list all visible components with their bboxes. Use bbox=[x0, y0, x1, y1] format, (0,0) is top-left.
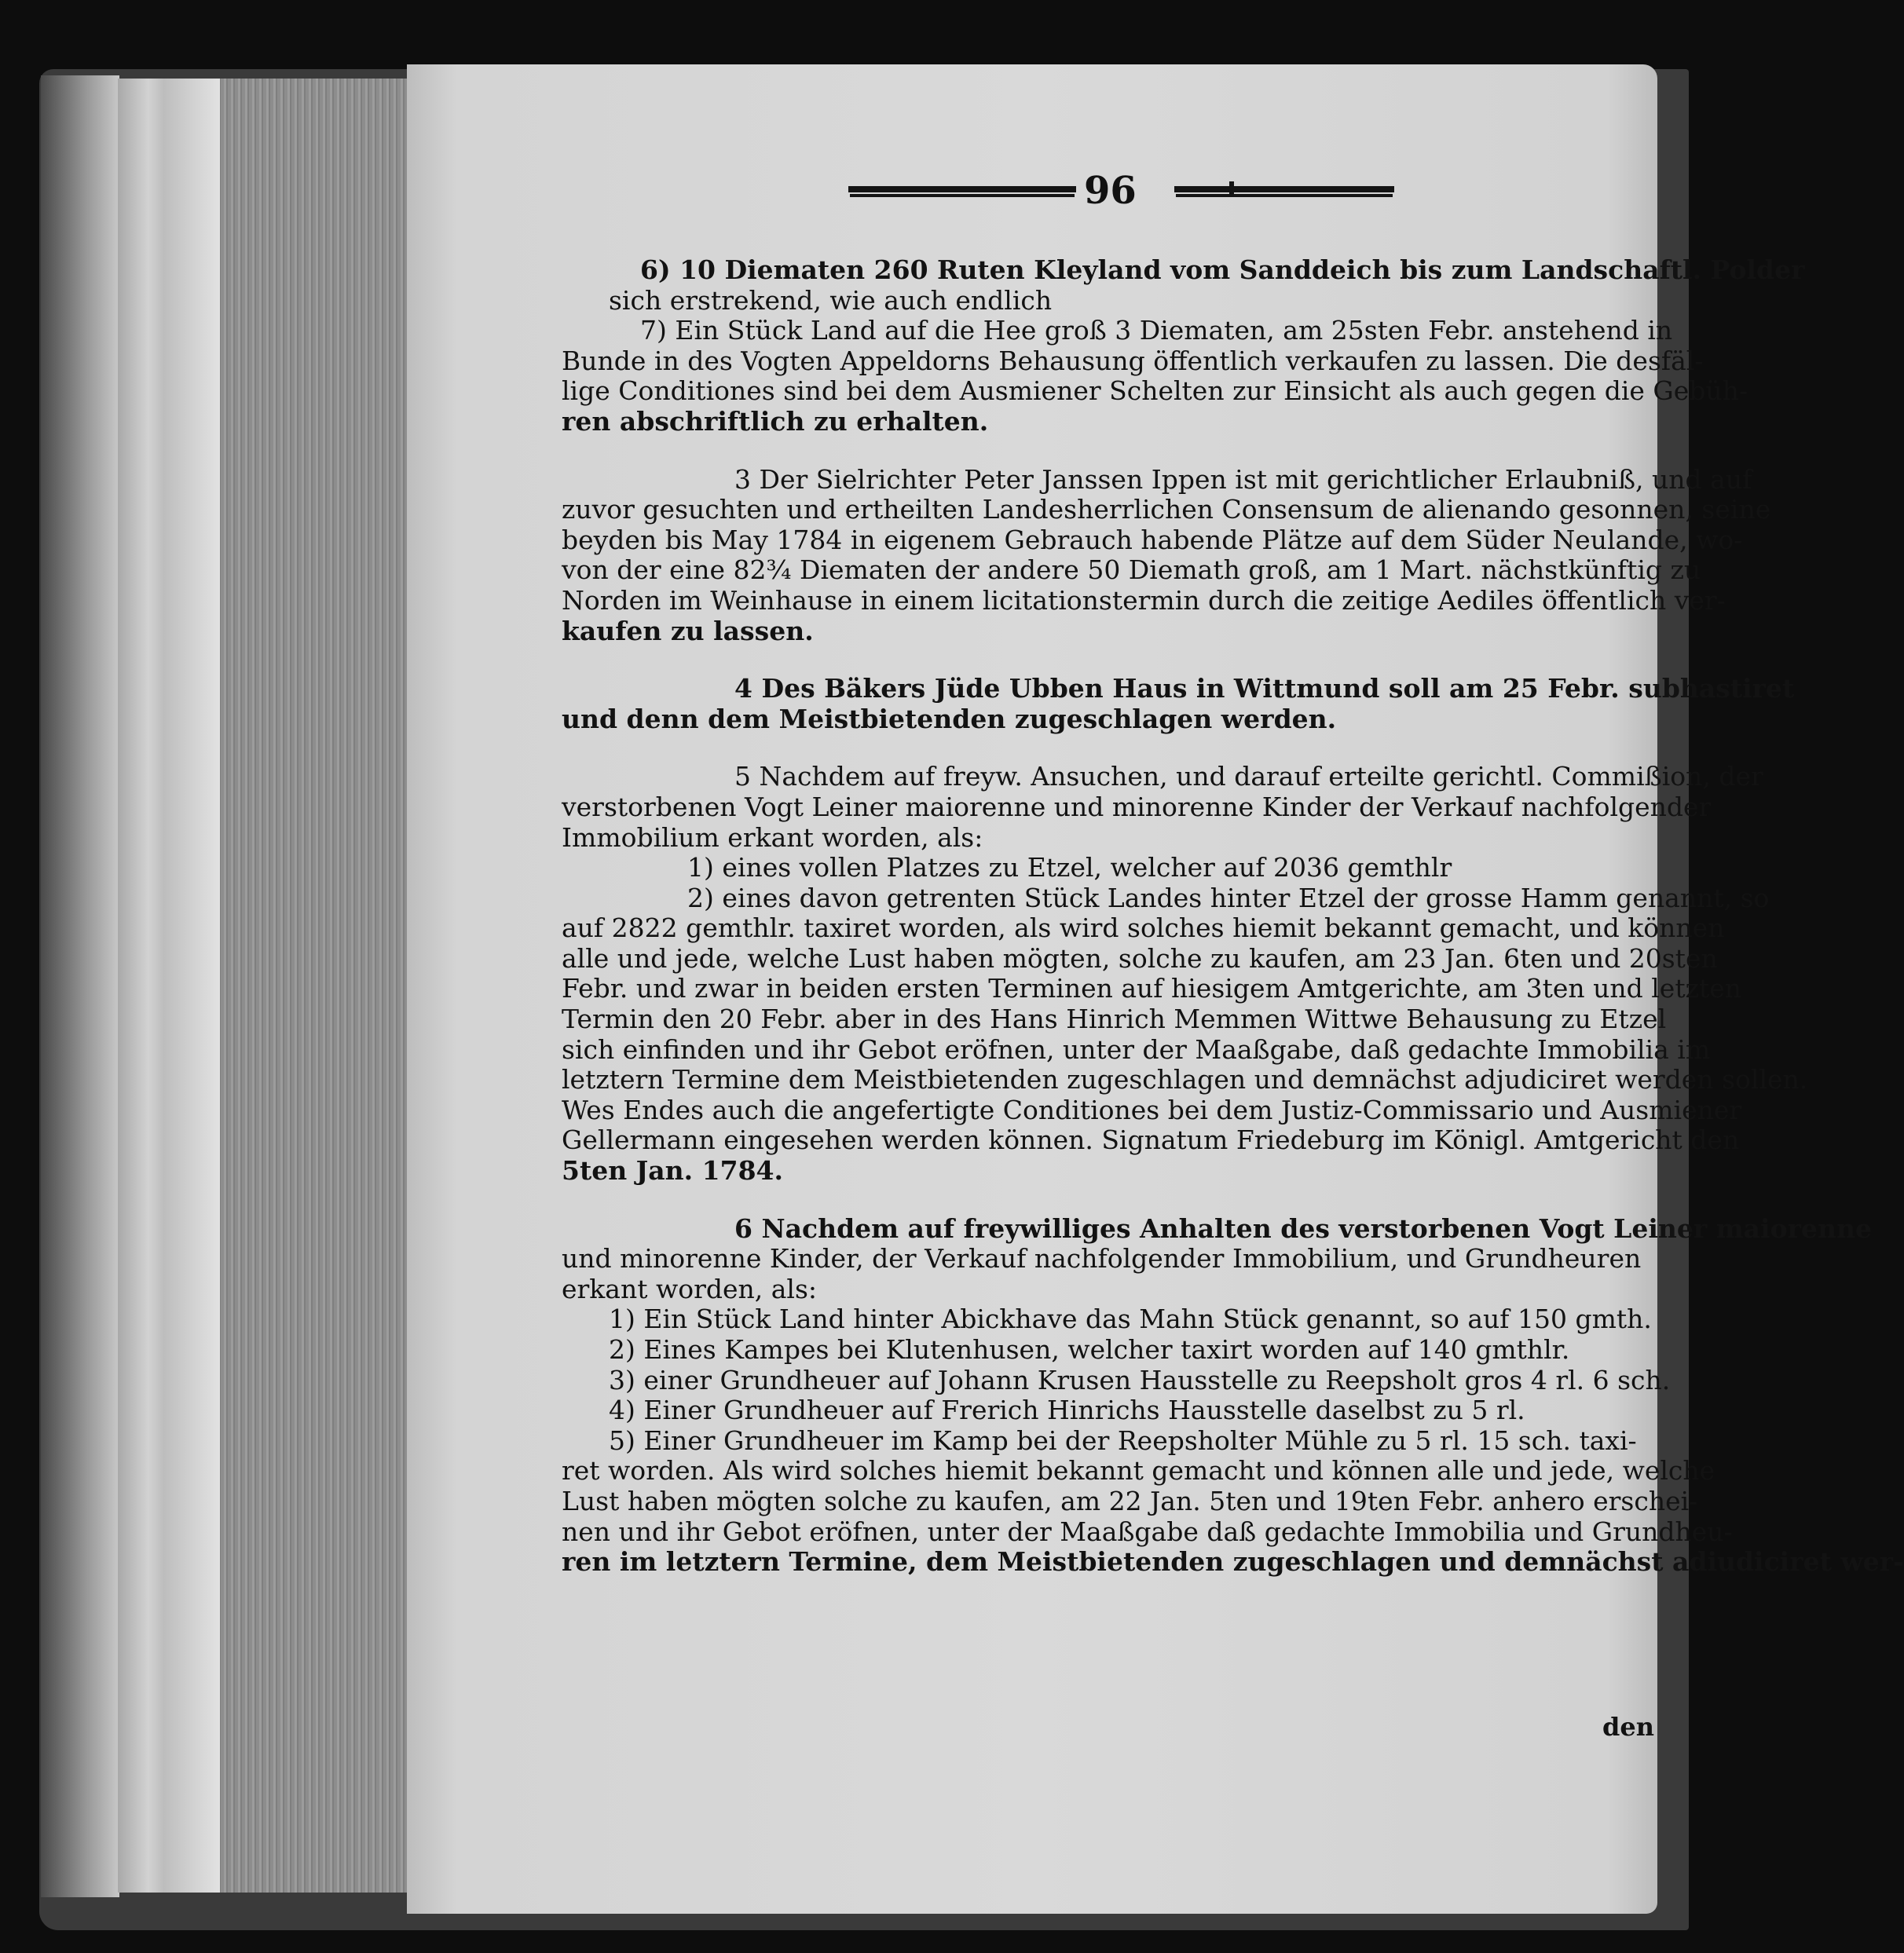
text-line: 6) 10 Diematen 260 Ruten Kleyland vom Sanddeich bis zum Landschaftl. Polder bbox=[640, 254, 1805, 285]
text-line: alle und jede, welche Lust haben mögten, solche zu kaufen, am 23 Jan. 6ten und 20sten bbox=[562, 942, 1718, 974]
text-line: Immobilium erkant worden, als: bbox=[562, 821, 983, 853]
text-line: 3 Der Sielrichter Peter Janssen Ippen ist mit gerichtlicher Erlaubniß, und auf bbox=[734, 463, 1752, 495]
text-line: 2) eines davon getrenten Stück Landes hinter Etzel der grosse Hamm genannt, so bbox=[687, 882, 1770, 913]
text-line: kaufen zu lassen. bbox=[562, 615, 814, 646]
page-number: 96 bbox=[1084, 169, 1137, 213]
text-line: verstorbenen Vogt Leiner maiorenne und minorenne Kinder der Verkauf nachfolgender bbox=[562, 791, 1712, 822]
text-line: und denn dem Meistbietenden zugeschlagen werden. bbox=[562, 703, 1337, 734]
text-line: lige Conditiones sind bei dem Ausmiener Schelten zur Einsicht als auch gegen die Gebüh- bbox=[562, 375, 1748, 407]
header-rule-right bbox=[1174, 186, 1394, 192]
page-header bbox=[0, 169, 1704, 216]
text-line: ren im letztern Termine, dem Meistbietenden zugeschlagen und demnächst adiudiciret wer- bbox=[562, 1546, 1904, 1578]
book-spine-edge bbox=[41, 75, 119, 1897]
text-line: 1) eines vollen Platzes zu Etzel, welcher auf 2036 gemthlr bbox=[687, 852, 1452, 883]
text-line: auf 2822 gemthlr. taxiret worden, als wird solches hiemit bekannt gemacht, und können bbox=[562, 912, 1725, 944]
text-line: 7) Ein Stück Land auf die Hee groß 3 Diematen, am 25sten Febr. anstehend in bbox=[640, 315, 1673, 346]
paragraph-gap bbox=[562, 646, 1653, 674]
text-line: 1) Ein Stück Land hinter Abickhave das Mahn Stück genannt, so auf 150 gmth. bbox=[609, 1304, 1652, 1335]
text-line: letztern Termine dem Meistbietenden zugeschlagen und demnächst adjudiciret werden sollen. bbox=[562, 1064, 1808, 1095]
text-line: 2) Eines Kampes bei Klutenhusen, welcher taxirt worden auf 140 gmthlr. bbox=[609, 1334, 1570, 1365]
catchword: den bbox=[1602, 1712, 1654, 1742]
text-line: 5) Einer Grundheuer im Kamp bei der Reepsholter Mühle zu 5 rl. 15 sch. taxi- bbox=[609, 1425, 1637, 1456]
text-line: ren abschriftlich zu erhalten. bbox=[562, 405, 989, 437]
text-line: Gellermann eingesehen werden können. Signatum Friedeburg im Königl. Amtgericht den bbox=[562, 1125, 1740, 1156]
text-line: Wes Endes auch die angefertigte Conditiones bei dem Justiz-Commissario und Ausmiener bbox=[562, 1094, 1742, 1125]
text-line: sich einfinden und ihr Gebot eröfnen, unter der Maaßgabe, daß gedachte Immobilia im bbox=[562, 1033, 1711, 1065]
text-line: Termin den 20 Febr. aber in des Hans Hinrich Memmen Wittwe Behausung zu Etzel bbox=[562, 1004, 1667, 1035]
text-line: 5 Nachdem auf freyw. Ansuchen, und darauf erteilte gerichtl. Commißion, der bbox=[734, 761, 1763, 792]
paragraph-gap bbox=[562, 734, 1653, 762]
text-line: nen und ihr Gebot eröfnen, unter der Maaßgabe daß gedachte Immobilia und Grundheu- bbox=[562, 1516, 1733, 1547]
text-line: zuvor gesuchten und ertheilten Landesherrlichen Consensum de alienando gesonnen, seine bbox=[562, 494, 1771, 525]
text-line: 3) einer Grundheuer auf Johann Krusen Hausstelle zu Reepsholt gros 4 rl. 6 sch. bbox=[609, 1364, 1671, 1395]
paragraph-gap bbox=[562, 437, 1653, 465]
text-line: ret worden. Als wird solches hiemit bekannt gemacht und können alle und jede, welche bbox=[562, 1455, 1715, 1487]
page-body-text bbox=[562, 254, 1904, 1747]
text-line: 6 Nachdem auf freywilliges Anhalten des verstorbenen Vogt Leiner maiorenne bbox=[734, 1212, 1872, 1244]
text-line: beyden bis May 1784 in eigenem Gebrauch habende Plätze auf dem Süder Neulande, wo- bbox=[562, 524, 1743, 555]
text-line: erkant worden, als: bbox=[562, 1273, 818, 1304]
text-line: Febr. und zwar in beiden ersten Terminen auf hiesigem Amtgerichte, am 3ten und letzten bbox=[562, 973, 1742, 1004]
text-line: Norden im Weinhause in einem licitationstermin durch die zeitige Aediles öffentlich ver- bbox=[562, 584, 1726, 616]
text-line: 4) Einer Grundheuer auf Frerich Hinrichs Hausstelle daselbst zu 5 rl. bbox=[609, 1395, 1525, 1426]
paragraph-gap bbox=[562, 1187, 1653, 1214]
text-line: Bunde in des Vogten Appeldorns Behausung öffentlich verkaufen zu lassen. Die desfäl- bbox=[562, 345, 1704, 376]
text-line: Lust haben mögten solche zu kaufen, am 22 Jan. 5ten und 19ten Febr. anhero erschei- bbox=[562, 1485, 1698, 1516]
text-line: 4 Des Bäkers Jüde Ubben Haus in Wittmund soll am 25 Febr. subhastiret bbox=[734, 673, 1795, 704]
text-line: von der eine 82¾ Diematen der andere 50 Diemath groß, am 1 Mart. nächstkünftig zu bbox=[562, 554, 1701, 586]
text-line: 5ten Jan. 1784. bbox=[562, 1155, 783, 1187]
text-line: sich erstrekend, wie auch endlich bbox=[609, 284, 1053, 316]
page-stack-edge bbox=[118, 79, 408, 1893]
text-line: und minorenne Kinder, der Verkauf nachfolgender Immobilium, und Grundheuren bbox=[562, 1243, 1642, 1275]
header-rule-left bbox=[848, 186, 1076, 192]
